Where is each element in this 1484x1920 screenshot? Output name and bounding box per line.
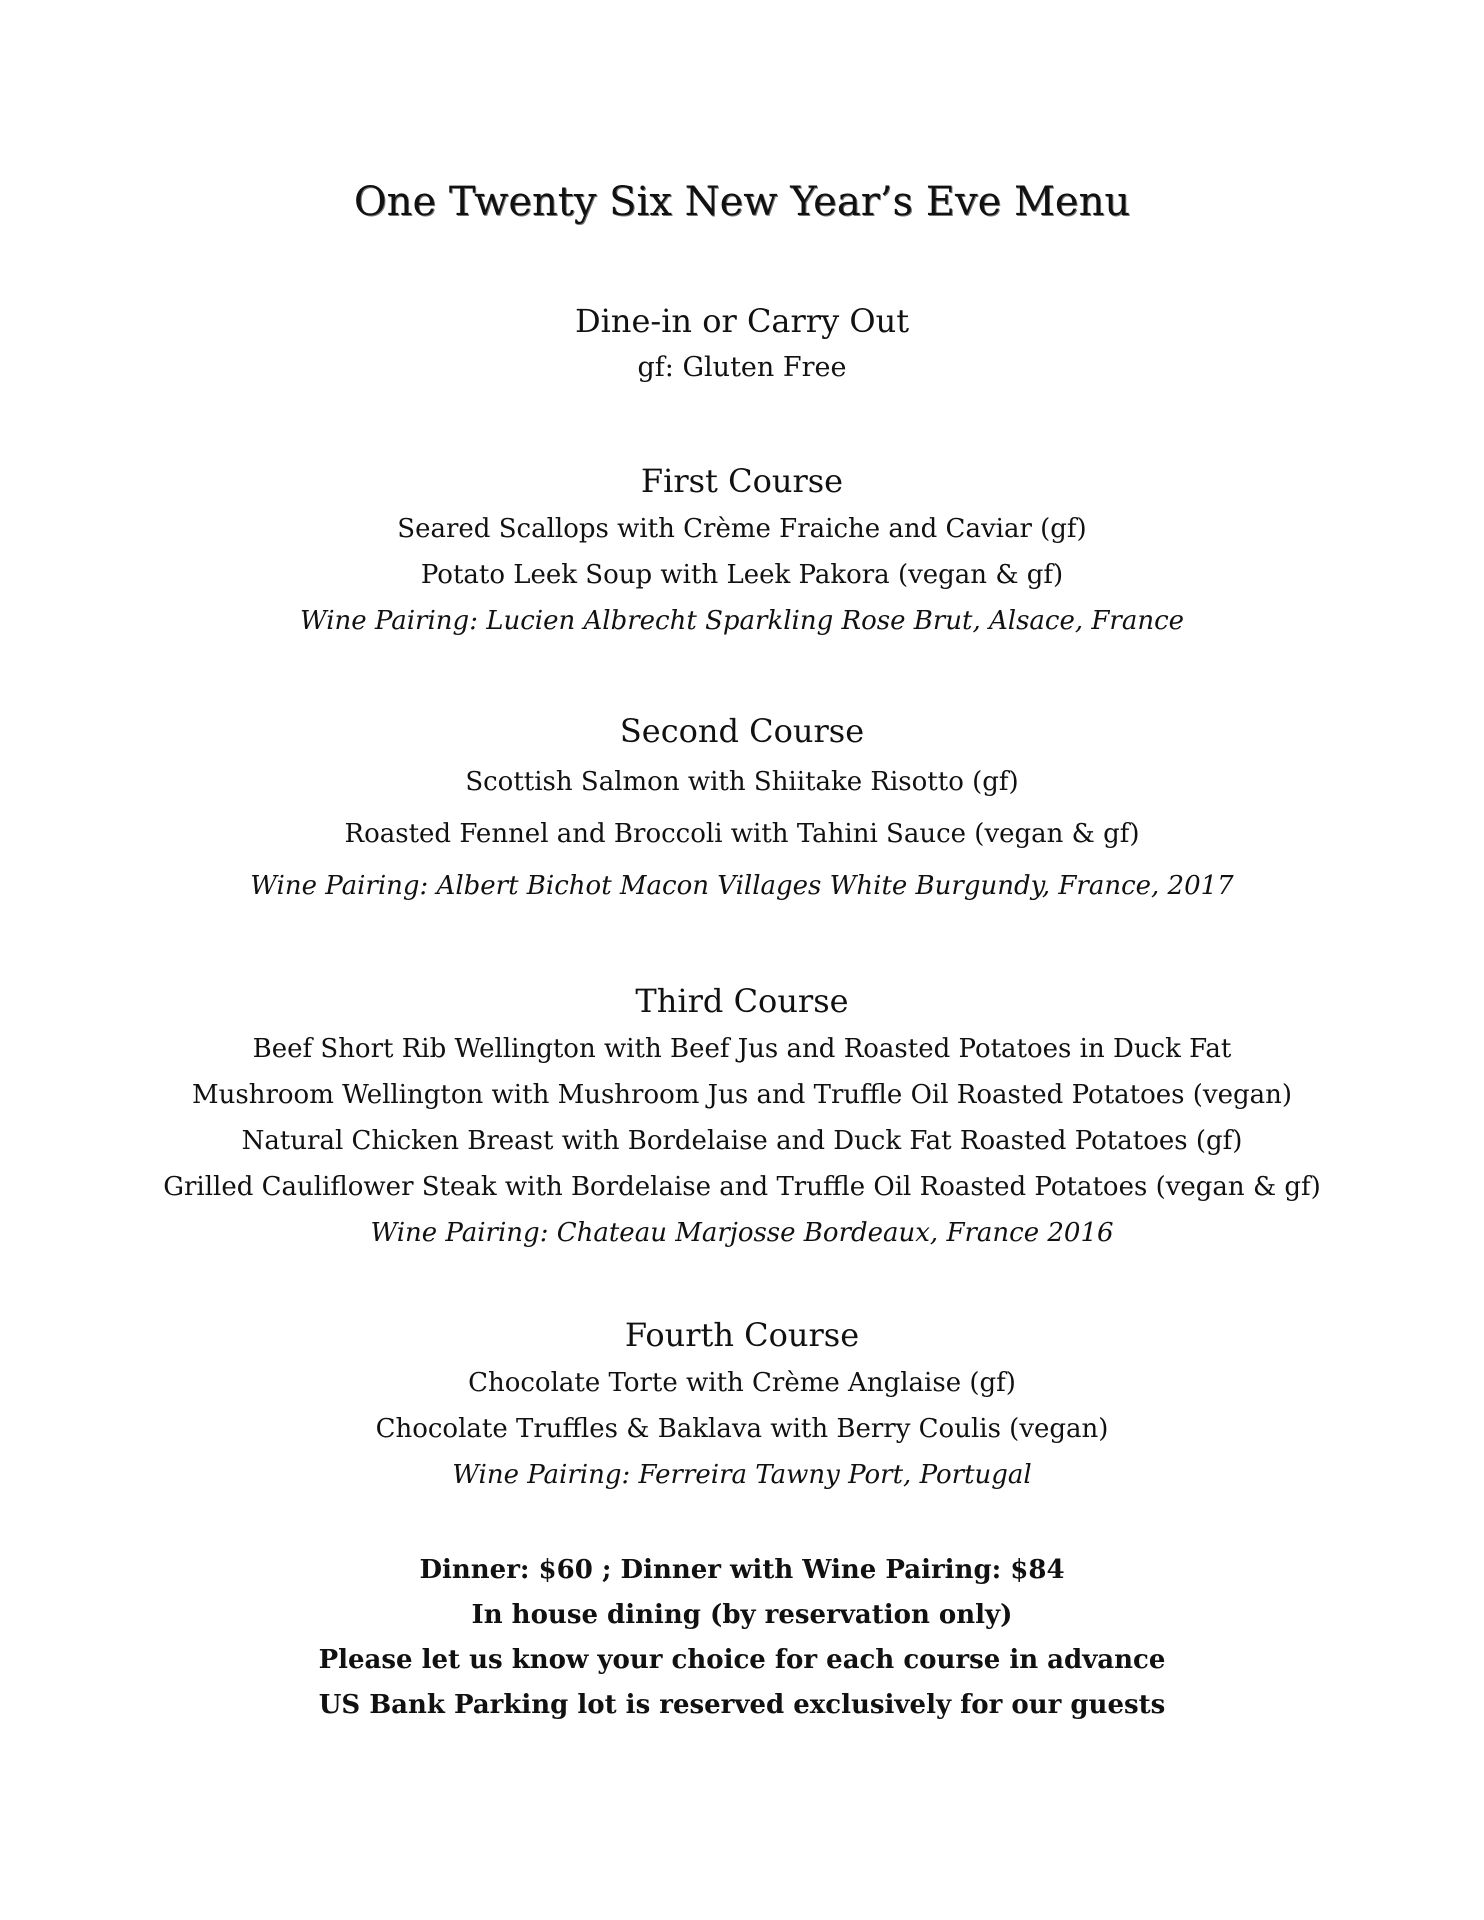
advance-choice-note: Please let us know your choice for each course in advance [318,1645,1166,1675]
wine-pairing: Wine Pairing: Chateau Marjosse Bordeaux, France 2016 [370,1218,1114,1248]
dish-item: Mushroom Wellington with Mushroom Jus and Truffle Oil Roasted Potatoes (vegan) [192,1080,1292,1110]
course-section-second [0,706,1484,912]
service-options: Dine-in or Carry Out [574,302,910,340]
dining-note: In house dining (by reservation only) [471,1600,1013,1630]
dish-item: Beef Short Rib Wellington with Beef Jus and Roasted Potatoes in Duck Fat [252,1034,1232,1064]
wine-pairing: Wine Pairing: Lucien Albrecht Sparkling Rose Brut, Alsace, France [299,606,1185,636]
dish-item: Seared Scallops with Crème Fraiche and Caviar (gf) [397,514,1087,544]
dish-item: Roasted Fennel and Broccoli with Tahini Sauce (vegan & gf) [344,819,1140,849]
course-section-third [0,976,1484,1256]
parking-note: US Bank Parking lot is reserved exclusively for our guests [318,1690,1166,1720]
menu-title: One Twenty Six New Year’s Eve Menu [353,179,1131,225]
pricing-line: Dinner: $60 ; Dinner with Wine Pairing: $84 [419,1555,1065,1585]
wine-pairing: Wine Pairing: Ferreira Tawny Port, Portugal [452,1460,1032,1490]
dish-item: Natural Chicken Breast with Bordelaise and Duck Fat Roasted Potatoes (gf) [241,1126,1243,1156]
gluten-free-legend: gf: Gluten Free [637,352,847,383]
course-section-fourth [0,1310,1484,1498]
course-heading: First Course [640,462,844,500]
dish-item: Scottish Salmon with Shiitake Risotto (gf) [465,767,1019,797]
menu-footer [0,1548,1484,1728]
wine-pairing: Wine Pairing: Albert Bichot Macon Villages White Burgundy, France, 2017 [250,871,1234,901]
dish-item: Chocolate Truffles & Baklava with Berry Coulis (vegan) [375,1414,1109,1444]
course-heading: Fourth Course [624,1316,860,1354]
course-heading: Second Course [619,712,865,750]
course-heading: Third Course [635,982,849,1020]
dish-item: Grilled Cauliflower Steak with Bordelaise and Truffle Oil Roasted Potatoes (vegan & gf) [163,1172,1321,1202]
course-section-first [0,456,1484,644]
dish-item: Chocolate Torte with Crème Anglaise (gf) [468,1368,1016,1398]
dish-item: Potato Leek Soup with Leek Pakora (vegan & gf) [420,560,1064,590]
